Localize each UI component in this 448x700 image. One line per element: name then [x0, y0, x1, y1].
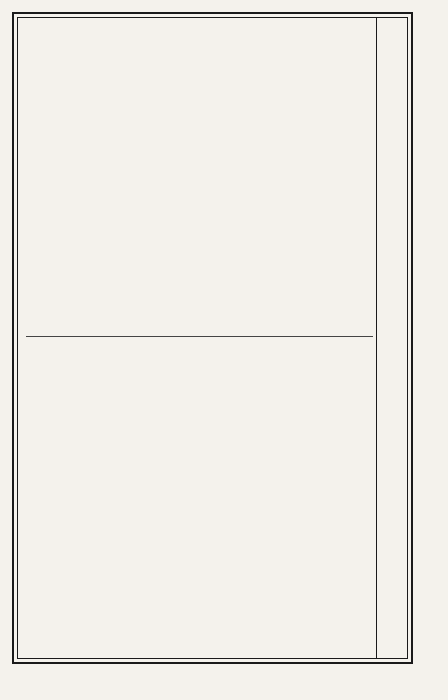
- upper-register: [26, 22, 373, 337]
- title-strip: [376, 18, 407, 658]
- lower-register: [26, 337, 373, 655]
- page-frame-inner: [17, 17, 408, 659]
- text-area: [26, 22, 373, 654]
- page-frame: [12, 12, 413, 664]
